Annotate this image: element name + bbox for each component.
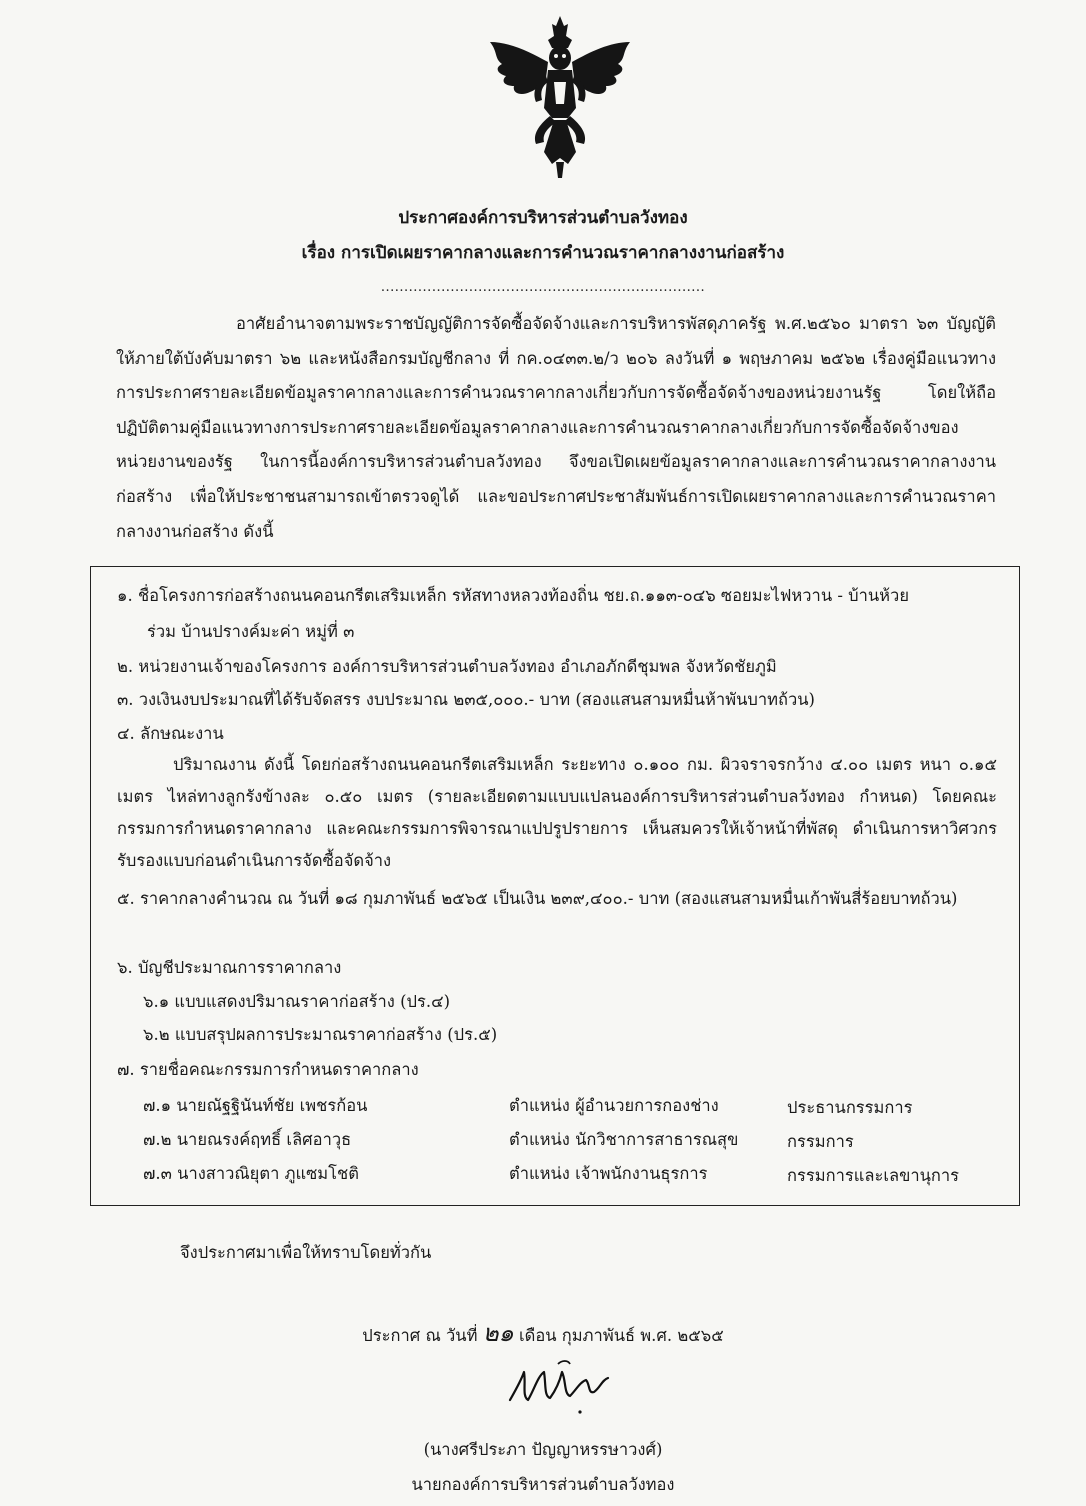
announcement-date — [0, 1313, 1086, 1352]
item-4-work-description-heading: ๔. ลักษณะงาน — [117, 724, 224, 743]
committee-position: ตำแหน่ง นักวิชาการสาธารณสุข — [509, 1130, 739, 1149]
date-suffix: เดือน กุมภาพันธ์ พ.ศ. ๒๕๖๕ — [519, 1326, 724, 1345]
committee-position: ตำแหน่ง ผู้อำนวยการกองช่าง — [509, 1096, 719, 1115]
committee-name: ๗.๑ นายณัฐฐินันท์ชัย เพชรก้อน — [143, 1096, 368, 1115]
committee-name: ๗.๒ นายณรงค์ฤทธิ์ เลิศอาวุธ — [143, 1130, 352, 1149]
item-1-project-name: ๑. ชื่อโครงการก่อสร้างถนนคอนกรีตเสริมเหล็ก รหัสทางหลวงท้องถิ่น ชย.ถ.๑๑๓-๐๔๖ ซอยมะไฟหวาน - บ้านห้วย — [117, 586, 909, 605]
item-2-owner-agency: ๒. หน่วยงานเจ้าของโครงการ องค์การบริหารส่วนตำบลวังทอง อำเภอภักดีชุมพล จังหวัดชัยภูมิ — [117, 657, 777, 676]
item-6-1-form-pr4: ๖.๑ แบบแสดงปริมาณราคาก่อสร้าง (ปร.๔) — [143, 992, 451, 1011]
garuda-emblem-icon — [480, 12, 640, 182]
item-7-committee-heading: ๗. รายชื่อคณะกรรมการกำหนดราคากลาง — [117, 1060, 419, 1079]
date-prefix: ประกาศ ณ วันที่ — [362, 1326, 478, 1345]
item-1-project-name-cont: ร่วม บ้านปรางค์มะค่า หมู่ที่ ๓ — [147, 622, 355, 641]
item-6-2-form-pr5: ๖.๒ แบบสรุปผลการประมาณราคาก่อสร้าง (ปร.๕) — [143, 1025, 498, 1044]
announcement-subject: เรื่อง การเปิดเผยราคากลางและการคำนวณราคากลางงานก่อสร้าง — [301, 243, 785, 263]
closing-statement: จึงประกาศมาเพื่อให้ทราบโดยทั่วกัน — [180, 1243, 432, 1262]
committee-role: กรรมการ — [787, 1132, 854, 1151]
item-6-estimate-list-heading: ๖. บัญชีประมาณการราคากลาง — [117, 958, 342, 977]
title-divider: ...................................................................... — [380, 280, 706, 295]
committee-position: ตำแหน่ง เจ้าพนักงานธุรการ — [509, 1164, 708, 1183]
committee-name: ๗.๓ นางสาวณิยุตา ภูแซมโชติ — [143, 1164, 359, 1183]
details-box — [90, 566, 1020, 1206]
handwritten-signature — [500, 1350, 620, 1420]
announcement-org-title: ประกาศองค์การบริหารส่วนตำบลวังทอง — [398, 208, 688, 228]
signer-name: (นางศรีประภา ปัญญาหรรษาวงศ์) — [423, 1440, 663, 1459]
committee-role: กรรมการและเลขานุการ — [787, 1166, 960, 1185]
item-5-median-price: ๕. ราคากลางคำนวณ ณ วันที่ ๑๘ กุมภาพันธ์ ๒๕๖๕ เป็นเงิน ๒๓๙,๔๐๐.- บาท (สองแสนสามหมื่นเก้าพันสี่ร้อยบาทถ้วน) — [117, 889, 958, 908]
item-4-work-description-body: ปริมาณงาน ดังนี้ โดยก่อสร้างถนนคอนกรีตเสริมเหล็ก ระยะทาง ๐.๑๐๐ กม. ผิวจราจรกว้าง ๔.๐๐ เมตร หนา ๐.๑๕ เมตร ไหล่ทางลูกรังข้างละ ๐.๕๐ เมตร (รายละเอียดตามแบบแปลนองค์การบริหารส่วนตำบลวังทอง กำหนด) โดยคณะกรรมการกำหนดราคากลาง และคณะกรรมการพิจารณาแปปรูปรายการ เห็นสมควรให้เจ้าหน้าที่พัสดุ ดำเนินการหาวิศวกรรับรองแบบก่อนดำเนินการจัดซื้อจัดจ้าง — [117, 755, 997, 870]
date-day-handwritten: ๒๑ — [482, 1319, 514, 1347]
signer-title: นายกองค์การบริหารส่วนตำบลวังทอง — [411, 1475, 675, 1494]
intro-text: อาศัยอำนาจตามพระราชบัญญัติการจัดซื้อจัดจ้างและการบริหารพัสดุภาครัฐ พ.ศ.๒๕๖๐ มาตรา ๖๓ บัญญัติให้ภายใต้บังคับมาตรา ๖๒ และหนังสือกรมบัญชีกลาง ที่ กค.๐๔๓๓.๒/ว ๒๐๖ ลงวันที่ ๑ พฤษภาคม ๒๕๖๒ เรื่องคู่มือแนวทางการประกาศรายละเอียดข้อมูลราคากลางและการคำนวณราคากลางเกี่ยวกับการจัดซื้อจัดจ้างของหน่วยงานรัฐ โดยให้ถือปฏิบัติตามคู่มือแนวทางการประกาศรายละเอียดข้อมูลราคากลางและการคำนวณราคากลางเกี่ยวกับการจัดซื้อจัดจ้างของหน่วยงานของรัฐ ในการนี้องค์การบริหารส่วนตำบลวังทอง จึงขอเปิดเผยข้อมูลราคากลางและการคำนวณราคากลางงานก่อสร้าง เพื่อให้ประชาชนสามารถเข้าตรวจดูได้ และขอประกาศประชาสัมพันธ์การเปิดเผยราคากลางและการคำนวณราคากลางงานก่อสร้าง ดังนี้ — [116, 314, 996, 541]
intro-paragraph — [116, 307, 996, 549]
committee-role: ประธานกรรมการ — [787, 1098, 913, 1117]
item-3-budget: ๓. วงเงินงบประมาณที่ได้รับจัดสรร งบประมาณ ๒๓๕,๐๐๐.- บาท (สองแสนสามหมื่นห้าพันบาทถ้วน) — [117, 690, 815, 709]
